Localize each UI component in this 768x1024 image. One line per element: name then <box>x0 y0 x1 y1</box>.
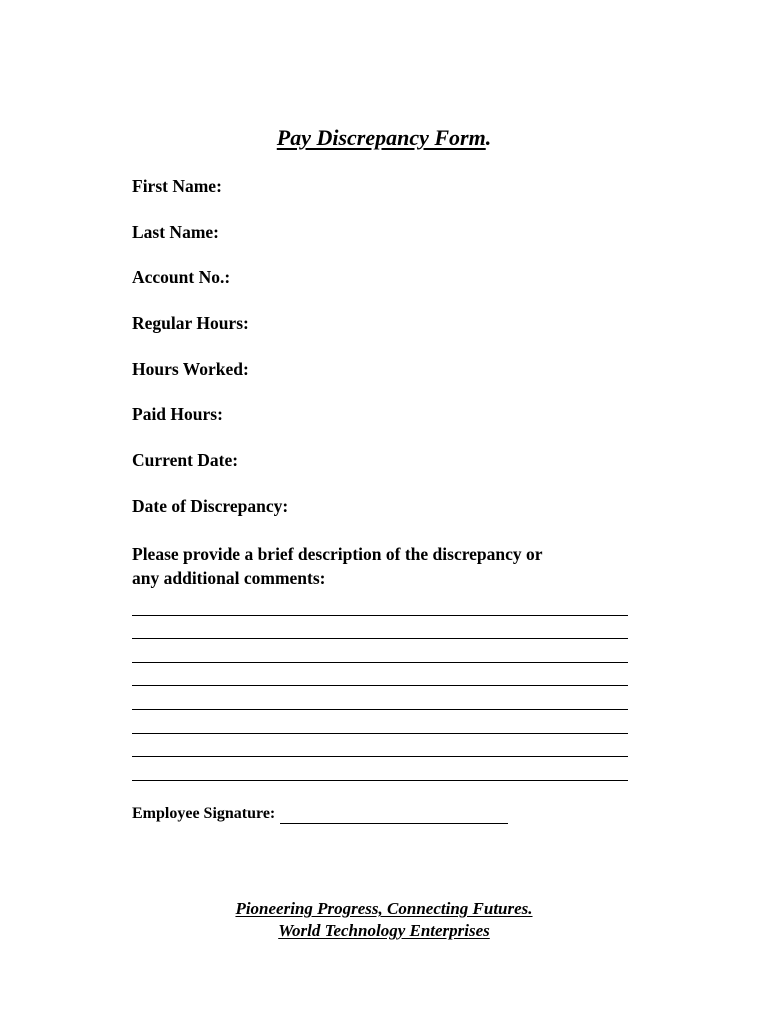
page-title <box>0 124 768 152</box>
description-prompt-line-1: Please provide a brief description of the discrepancy or <box>132 544 543 564</box>
form-fields <box>132 175 632 541</box>
date-of-discrepancy-field[interactable]: Date of Discrepancy: <box>132 495 289 516</box>
description-prompt-line-2: any additional comments: <box>132 568 326 588</box>
comment-line[interactable] <box>132 616 628 640</box>
current-date-field[interactable]: Current Date: <box>132 450 239 471</box>
account-number-field[interactable]: Account No.: <box>132 267 231 288</box>
comment-line[interactable] <box>132 663 628 687</box>
comment-line[interactable] <box>132 686 628 710</box>
comment-line[interactable] <box>132 734 628 758</box>
regular-hours-field[interactable]: Regular Hours: <box>132 313 249 334</box>
title-period: . <box>485 125 492 150</box>
first-name-field[interactable]: First Name: <box>132 176 222 196</box>
comment-line[interactable] <box>132 757 628 781</box>
comment-line[interactable] <box>132 639 628 663</box>
paid-hours-field[interactable]: Paid Hours: <box>132 404 223 425</box>
last-name-field[interactable]: Last Name: <box>132 221 219 242</box>
footer-company <box>0 920 768 942</box>
signature-label: Employee Signature: <box>132 805 276 822</box>
comment-lines[interactable] <box>132 592 628 781</box>
employee-signature-field[interactable] <box>132 802 508 824</box>
comment-line[interactable] <box>132 710 628 734</box>
signature-line[interactable] <box>280 807 508 824</box>
company-name: World Technology Enterprises <box>278 921 490 940</box>
description-prompt <box>132 542 632 590</box>
tagline-text: Pioneering Progress, Connecting Futures. <box>235 899 533 918</box>
comment-line[interactable] <box>132 592 628 616</box>
footer-tagline <box>0 898 768 920</box>
hours-worked-field[interactable]: Hours Worked: <box>132 358 249 379</box>
form-title: Pay Discrepancy Form <box>276 125 486 150</box>
